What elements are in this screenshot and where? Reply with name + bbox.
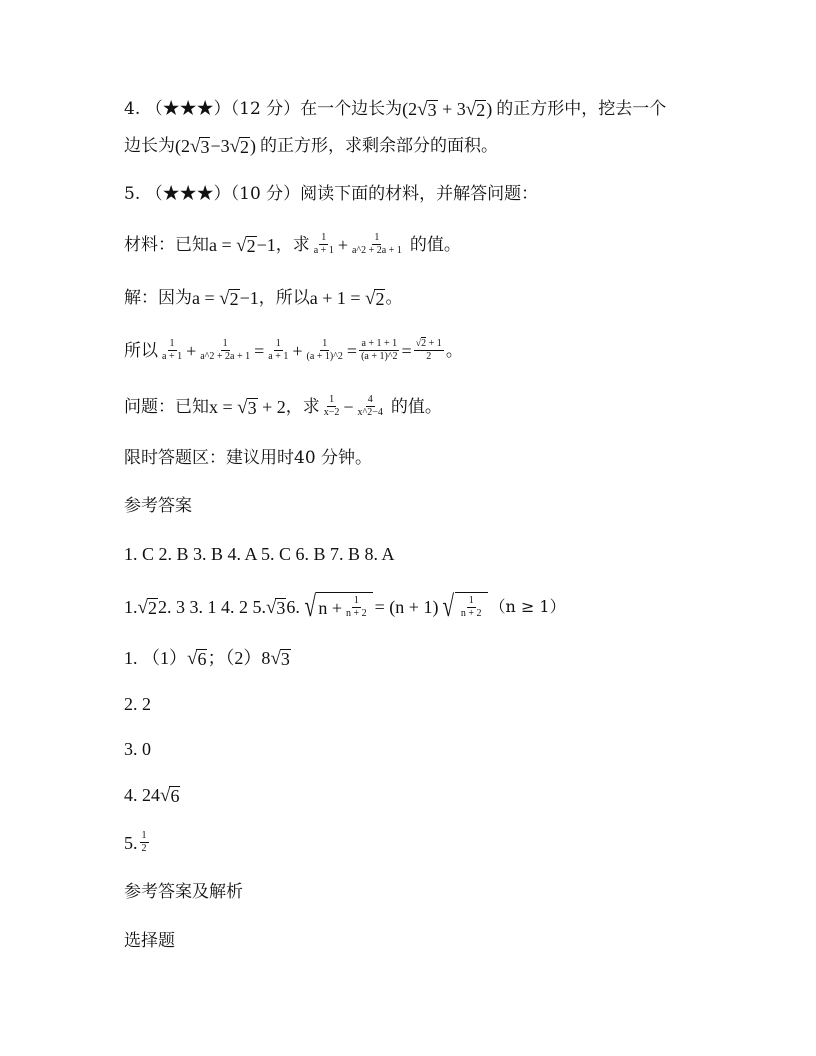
answer-5: 5. $\frac{1}{2}$ (124, 830, 147, 854)
q4-expr-2: (2 √ 3 −3 √ 2 ) (175, 136, 257, 157)
answers-choice: 1. C 2. B 3. B 4. A 5. C 6. B 7. B 8. A (124, 544, 395, 564)
fraction: $\frac{1}{a\^{}2 + 2a + 1}$ (200, 338, 251, 362)
fraction: $\frac{4}{x\^{}2-4}$ (357, 394, 383, 418)
q4-prefix: 4. （★★★）（12 分）在一个边长为 (124, 99, 403, 119)
answer-4: 4. 24 √ 6 (124, 784, 180, 806)
fraction: $\frac{√2 + 1}{2}$ (415, 338, 442, 362)
choice-section-title: 选择题 (124, 931, 175, 951)
q4-line-2: 边长为 (2 √ 3 −3 √ 2 ) 的正方形，求剩余部分的面积。 (124, 136, 499, 157)
fraction: $\frac{1}{a\^{}2 + 2a + 1}$ (351, 232, 402, 256)
q5-derivation: 所以 $\frac{1}{a + 1}$ + $\frac{1}{a\^{}2 + 2a + 1}$ = $\frac{1}{a + 1}$ + $\frac{1}{(a + 1)\^{}2}$ = $\frac{a + 1 + 1}{(a + 1)\^{}2}$ = $\frac{√2 + 1}{2}$ 。 (124, 338, 463, 362)
time-limit-note: 限时答题区：建议用时40 分钟。 (124, 448, 373, 468)
answer-3: 3. 0 (124, 739, 151, 759)
q5-material: 材料：已知 a = √ 2 −1 ，求 $\frac{1}{a + 1}$ + $\frac{1}{a\^{}2 + 2a + 1}$ 的值。 (124, 232, 461, 256)
q4-expr-1: (2 √ 3 + 3 √ 2 ) (402, 99, 493, 120)
fraction: $\frac{1}{(a + 1)\^{}2}$ (306, 338, 343, 362)
q5-problem: 问题：已知 x = √ 3 + 2 ，求 $\frac{1}{x-2}$ − $\frac{4}{x\^{}2-4}$ 的值。 (124, 394, 442, 418)
q5-solution: 解：因为 a = √ 2 −1 ，所以 a + 1 = √ 2 。 (124, 288, 403, 309)
answer-1: 1. （1） √ 6 ；（2）8 √ 3 (124, 647, 290, 669)
fraction: $\frac{1}{a + 1}$ (268, 338, 289, 362)
analysis-title: 参考答案及解析 (124, 882, 243, 902)
answer-2: 2. 2 (124, 694, 151, 714)
fraction: $\frac{1}{a + 1}$ (313, 232, 334, 256)
q4-line-1 (124, 97, 666, 121)
fraction: $\frac{a + 1 + 1}{(a + 1)\^{}2}$ (361, 338, 398, 362)
answers-fill: 1. √ 2 2. 3 3. 1 4. 2 5. √ 3 6. √ n + $\frac{1}{n + 2}$ = (n + 1) √ $\frac{1}{n + 2}$ （n ≥ 1） (124, 590, 566, 623)
fraction: $\frac{1}{x-2}$ (323, 394, 340, 418)
q4-middle: 的正方形中，挖去一个 (496, 99, 667, 119)
fraction: $\frac{1}{a + 1}$ (162, 338, 183, 362)
answers-title: 参考答案 (124, 496, 192, 516)
q5-title: 5. （★★★）（10 分）阅读下面的材料，并解答问题： (124, 184, 539, 204)
